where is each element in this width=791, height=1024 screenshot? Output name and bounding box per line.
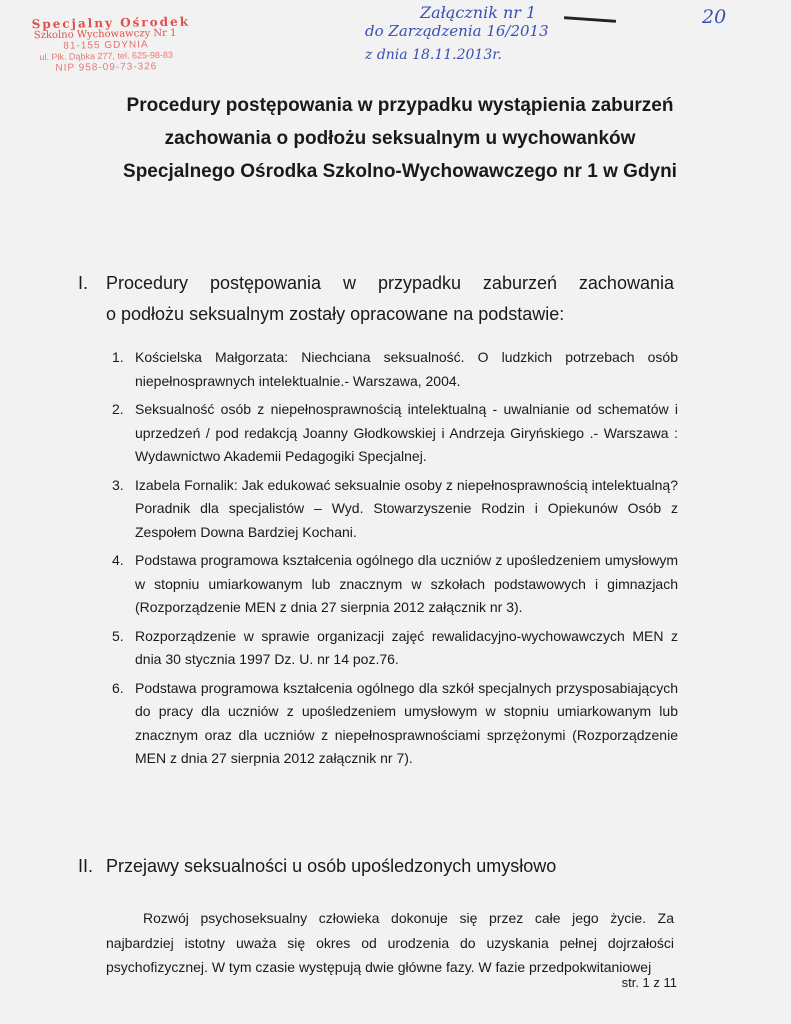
page-counter: str. 1 z 11 bbox=[621, 975, 677, 990]
stamp-line: 81-155 GDYNIA bbox=[63, 39, 149, 52]
list-item bbox=[112, 398, 678, 469]
list-item bbox=[112, 625, 678, 672]
list-item bbox=[112, 549, 678, 620]
handwritten-page-number: 20 bbox=[702, 6, 727, 28]
list-item bbox=[112, 474, 678, 545]
list-item-number: 3. bbox=[112, 476, 124, 493]
section-number: II. bbox=[78, 856, 94, 876]
title-line: Procedury postępowania w przypadku wystąpienia zaburzeń bbox=[126, 95, 674, 116]
list-item-text: Podstawa programowa kształcenia ogólnego dla uczniów z upośledzeniem umysłowym w stopniu umiarkowanym lub znacznym w szkołach podstawowych i gimnazjach (Rozporządzenie MEN z dnia 27 sierpnia 2012 załącznik nr 3). bbox=[135, 552, 678, 615]
document-title bbox=[80, 89, 720, 188]
handwritten-dash bbox=[564, 16, 616, 23]
handwritten-date-note: z dnia 18.11.2013r. bbox=[365, 47, 502, 63]
reference-list bbox=[112, 346, 678, 776]
list-item bbox=[112, 346, 678, 393]
title-line: zachowania o podłożu seksualnym u wychowanków bbox=[164, 128, 636, 149]
list-item-number: 2. bbox=[112, 401, 124, 417]
list-item-number: 5. bbox=[112, 627, 124, 644]
list-item-number: 6. bbox=[112, 679, 124, 696]
section-heading-line: Procedury postępowania w przypadku zaburzeń zachowania bbox=[106, 273, 674, 293]
list-item-text: Kościelska Małgorzata: Niechciana seksualność. O ludzkich potrzebach osób niepełnosprawnych intelektualnie.- Warszawa, 2004. bbox=[135, 349, 678, 389]
section-1-heading bbox=[78, 268, 678, 330]
section-heading-line: o podłożu seksualnym zostały opracowane na podstawie: bbox=[106, 304, 565, 324]
list-item-number: 1. bbox=[112, 349, 124, 365]
list-item-text: Rozporządzenie w sprawie organizacji zajęć rewalidacyjno-wychowawczych MEN z dnia 30 stycznia 1997 Dz. U. nr 14 poz.76. bbox=[135, 627, 678, 667]
institution-stamp bbox=[6, 16, 207, 74]
stamp-line: NIP 958-09-73-326 bbox=[55, 61, 158, 74]
handwritten-order-note: do Zarządzenia 16/2013 bbox=[365, 22, 549, 40]
section-number: I. bbox=[78, 273, 89, 293]
stamp-line: Szkolno Wychowawczy Nr 1 bbox=[33, 27, 177, 42]
stamp-line: Specjalny Ośrodek bbox=[31, 14, 191, 32]
list-item bbox=[112, 677, 678, 771]
stamp-line: ul. Płk. Dąbka 277, tel. 625-98-83 bbox=[39, 49, 174, 63]
section-heading-text: Przejawy seksualności u osób upośledzonych umysłowo bbox=[106, 856, 557, 876]
section-2-paragraph: Rozwój psychoseksualny człowieka dokonuje się przez całe jego życie. Za najbardziej istotny uważa się okres od urodzenia do uzyskania pełnej dojrzałości psychofizycznej. W tym czasie występują dwie główne fazy. W fazie przedpokwitaniowej bbox=[106, 910, 674, 975]
list-item-text: Izabela Fornalik: Jak edukować seksualnie osoby z niepełnosprawnością intelektualną? Poradnik dla specjalistów – Wyd. Stowarzyszenie Rodzin i Opiekunów Osób z Zespołem Downa Bardziej Kochani. bbox=[135, 476, 678, 540]
list-item-text: Seksualność osób z niepełnosprawnością intelektualną - uwalnianie od schematów i uprzedzeń / pod redakcją Joanny Głodkowskiej i Andrzeja Giryńskiego .- Warszawa : Wydawnictwo Akademii Pedagogiki Specjalnej. bbox=[135, 401, 678, 464]
handwritten-annex-note: Załącznik nr 1 bbox=[420, 3, 537, 22]
list-item-text: Podstawa programowa kształcenia ogólnego dla szkół specjalnych przysposabiających do pracy dla uczniów z upośledzeniem umysłowym w stopniu umiarkowanym lub znacznym oraz dla uczniów z niepełnosprawnościami sprzężonymi (Rozporządzenie MEN z dnia 27 sierpnia 2012 załącznik nr 7). bbox=[135, 679, 678, 766]
title-line: Specjalnego Ośrodka Szkolno-Wychowawczego nr 1 w Gdyni bbox=[123, 161, 677, 182]
list-item-number: 4. bbox=[112, 552, 124, 568]
section-2-heading bbox=[78, 851, 556, 882]
